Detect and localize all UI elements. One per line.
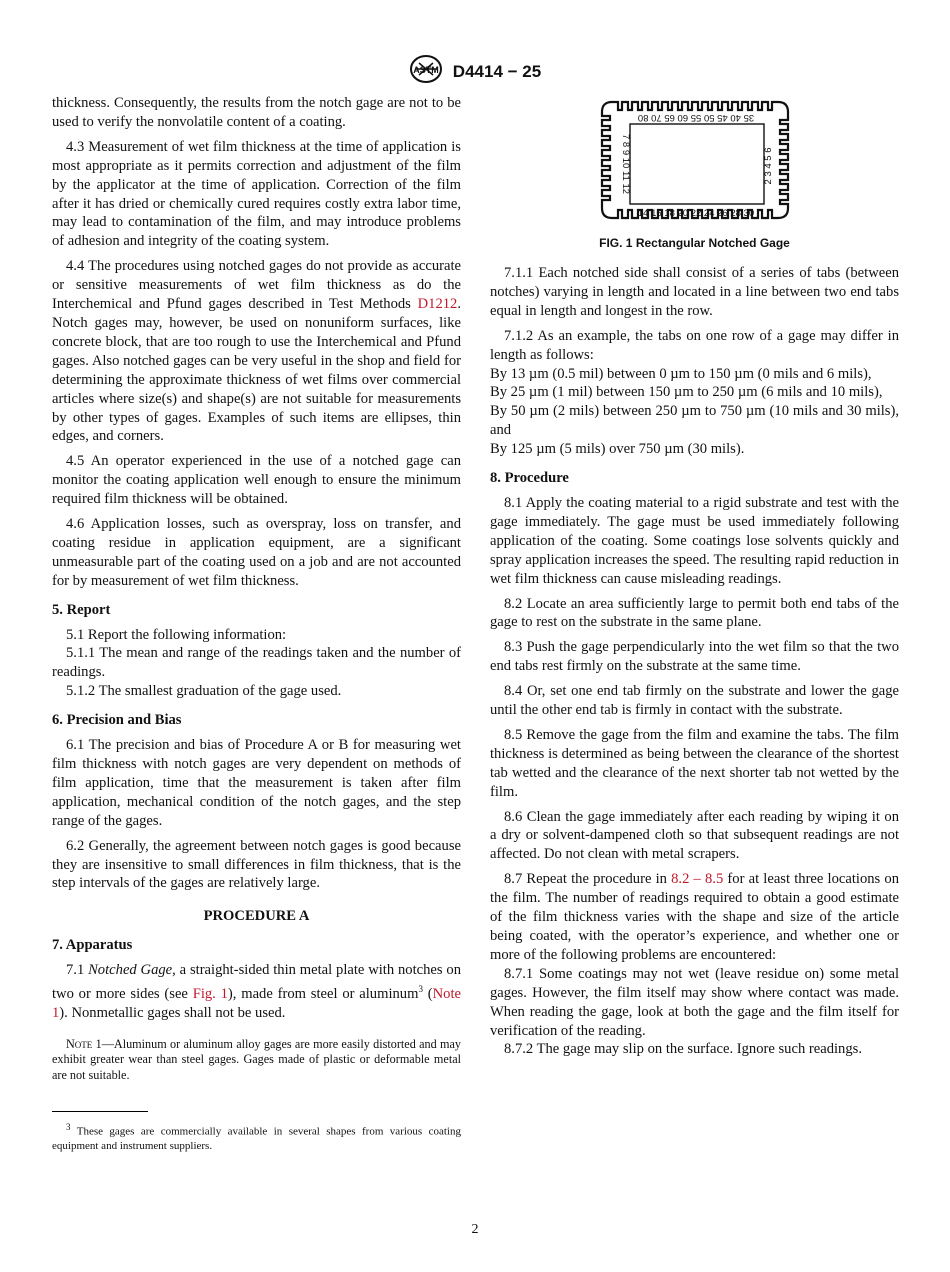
section-heading-5: 5. Report <box>52 601 111 618</box>
paragraph-8-5: 8.5 Remove the gage from the film and examine the tabs. The film thickness is determined as being between the clearance of the shortest tab wetted and the clearance of the next shorter tab not wetted by the film. <box>490 726 899 800</box>
paragraph-8-7: 8.7 Repeat the procedure in 8.2 – 8.5 for at least three locations on the film. The number of readings required to obtain a good estimate of the film thickness varies with the shape and size of the article being coated, with the operator’s experience, and whether one or more of the following problems are encountered: <box>490 871 899 963</box>
svg-text:2 3 4 5 6: 2 3 4 5 6 <box>763 147 774 185</box>
paragraph-8-7-2: 8.7.2 The gage may slip on the surface. Ignore such readings. <box>504 1041 862 1058</box>
page-number: 2 <box>471 1222 479 1237</box>
notched-gage-diagram <box>490 94 899 226</box>
tab-spec-line-2: By 25 µm (1 mil) between 150 µm to 250 µm (6 mils and 10 mils), <box>490 384 883 401</box>
link-8-2-8-5[interactable]: 8.2 – 8.5 <box>671 871 724 888</box>
left-column <box>52 94 461 1154</box>
section-heading-8: 8. Procedure <box>490 470 569 487</box>
figure-caption: FIG. 1 Rectangular Notched Gage <box>599 235 790 250</box>
svg-text:14 16 18 20 22 24 26 28 30: 14 16 18 20 22 24 26 28 30 <box>637 208 755 219</box>
section-heading-6: 6. Precision and Bias <box>52 712 182 729</box>
paragraph-8-3: 8.3 Push the gage perpendicularly into the wet film so that the two end tabs rest firmly on the substrate at the same time. <box>490 639 899 675</box>
right-column <box>490 94 899 1065</box>
paragraph-6-1: 6.1 The precision and bias of Procedure A or B for measuring wet film thickness with notch gages are very dependent on methods of film application, time that the measurement is taken after film application, mechanical condition of the notch gages, and the step range of the gages. <box>52 737 461 829</box>
tab-spec-line-1: By 13 µm (0.5 mil) between 0 µm to 150 µm (0 mils and 6 mils), <box>490 365 872 382</box>
astm-logo <box>409 54 443 89</box>
svg-text:7 8 9 10 11 12: 7 8 9 10 11 12 <box>620 133 631 195</box>
paragraph-4-3: 4.3 Measurement of wet film thickness at the time of application is most appropriate as it permits correction and adjustment of the film by the applicator at the time of application. Correction of the film after it has dried or chemically cured requires costly extra labor time, may lead to contamination of the film, and may introduce problems of adhesion and integrity of the coating system. <box>52 138 461 250</box>
link-note-1[interactable]: Note 1 <box>52 985 461 1021</box>
paragraph-8-6: 8.6 Clean the gage immediately after each reading by wiping it on a dry or solvent-dampened cloth so that subsequent readings are not affected. Do not clean with metal scrapers. <box>490 808 899 863</box>
tab-spec-line-4: By 125 µm (5 mils) over 750 µm (30 mils). <box>490 441 745 458</box>
procedure-a-heading: PROCEDURE A <box>203 908 310 925</box>
paragraph-8-4: 8.4 Or, set one end tab firmly on the substrate and lower the gage until the other end tab is firmly in contact with the substrate. <box>490 683 899 719</box>
paragraph-5-1: 5.1 Report the following information: <box>66 626 287 643</box>
paragraph-5-1-1: 5.1.1 The mean and range of the readings taken and the number of readings. <box>52 645 461 681</box>
link-d1212[interactable]: D1212 <box>417 296 458 313</box>
paragraph-6-2: 6.2 Generally, the agreement between notch gages is good because they are insensitive to small differences in film thickness, that is the step intervals of the gages are relatively large. <box>52 837 461 892</box>
paragraph-4-4: 4.4 The procedures using notched gages do not provide as accurate or sensitive measurements of wet film thickness as do the Interchemical and Pfund gages described in Test Methods D1212. Notch gages may, however, be used on nonuniform surfaces, like concrete block, that are too rough to use the Interchemical and Pfund gages. Also notched gages can be very useful in the shop and field for determining the approximate thickness of wet films over commercial articles where size(s) and shape(s) are not suitable for measurements by other types of gages. Examples of such items are ellipses, thin edges, and corners. <box>52 258 461 445</box>
paragraph-7-1: 7.1 Notched Gage, a straight-sided thin metal plate with notches on two or more sides (see Fig. 1), made from steel or aluminum$^3$ (Note 1). Nonmetallic gages shall not be used. <box>52 962 462 1021</box>
paragraph-4-5: 4.5 An operator experienced in the use of a notched gage can monitor the coating application well enough to ensure the minimum required film thickness will be obtained. <box>52 453 461 508</box>
svg-text:ASTM: ASTM <box>413 65 439 75</box>
paragraph-8-7-1: 8.7.1 Some coatings may not wet (leave residue on) some metal gages. However, the film itself may show where contact was made. When reading the gage, look at both the gage and the film itself for verification of the reading. <box>490 965 899 1039</box>
paragraph-4-6: 4.6 Application losses, such as overspray, loss on transfer, and coating residue in application equipment, are a significant unmeasurable part of the coating used on a job and are not accounted for by measurement of wet film thickness. <box>52 516 461 589</box>
figure-1 <box>490 94 899 254</box>
paragraph-7-1-1: 7.1.1 Each notched side shall consist of a series of tabs (between notches) varying in length and located in a line between two end tabs equal in length and longest in the row. <box>490 265 899 319</box>
paragraph-7-1-2: 7.1.2 As an example, the tabs on one row of a gage may differ in length as follows: <box>490 327 899 363</box>
document-id: D4414 − 25 <box>452 61 542 81</box>
svg-text:35 40 45 50 55 60 65 70 80: 35 40 45 50 55 60 65 70 80 <box>637 112 755 123</box>
section-heading-7: 7. Apparatus <box>52 937 133 954</box>
tab-spec-line-3: By 50 µm (2 mils) between 250 µm to 750 µm (10 mils and 30 mils), and <box>490 403 899 439</box>
paragraph-5-1-2: 5.1.2 The smallest graduation of the gage used. <box>66 683 342 700</box>
paragraph-8-1: 8.1 Apply the coating material to a rigid substrate and test with the gage immediately. The gage must be used immediately following application of the coating. Some coatings lose solvents quickly and spray application increases the speed. The resulting rapid reduction in wet film thickness can cause misleading readings. <box>490 494 899 587</box>
footnote-divider <box>52 1111 148 1112</box>
paragraph-continued: thickness. Consequently, the results from the notch gage are not to be used to verify the nonvolatile content of a coating. <box>52 95 461 130</box>
footnote-3: $^3$ These gages are commercially available in several shapes from various coating equipment and instrument suppliers. <box>52 1122 461 1153</box>
note-1: Note 1—Aluminum or aluminum alloy gages are more easily distorted and may exhibit greater wear than steel gages. Gages made of plastic or deformable metal are not suitable. <box>52 1036 462 1082</box>
paragraph-8-2: 8.2 Locate an area sufficiently large to permit both end tabs of the gage to rest on the substrate in the same plane. <box>490 595 899 631</box>
page-header <box>0 54 950 89</box>
link-fig-1[interactable]: Fig. 1 <box>192 985 228 1002</box>
